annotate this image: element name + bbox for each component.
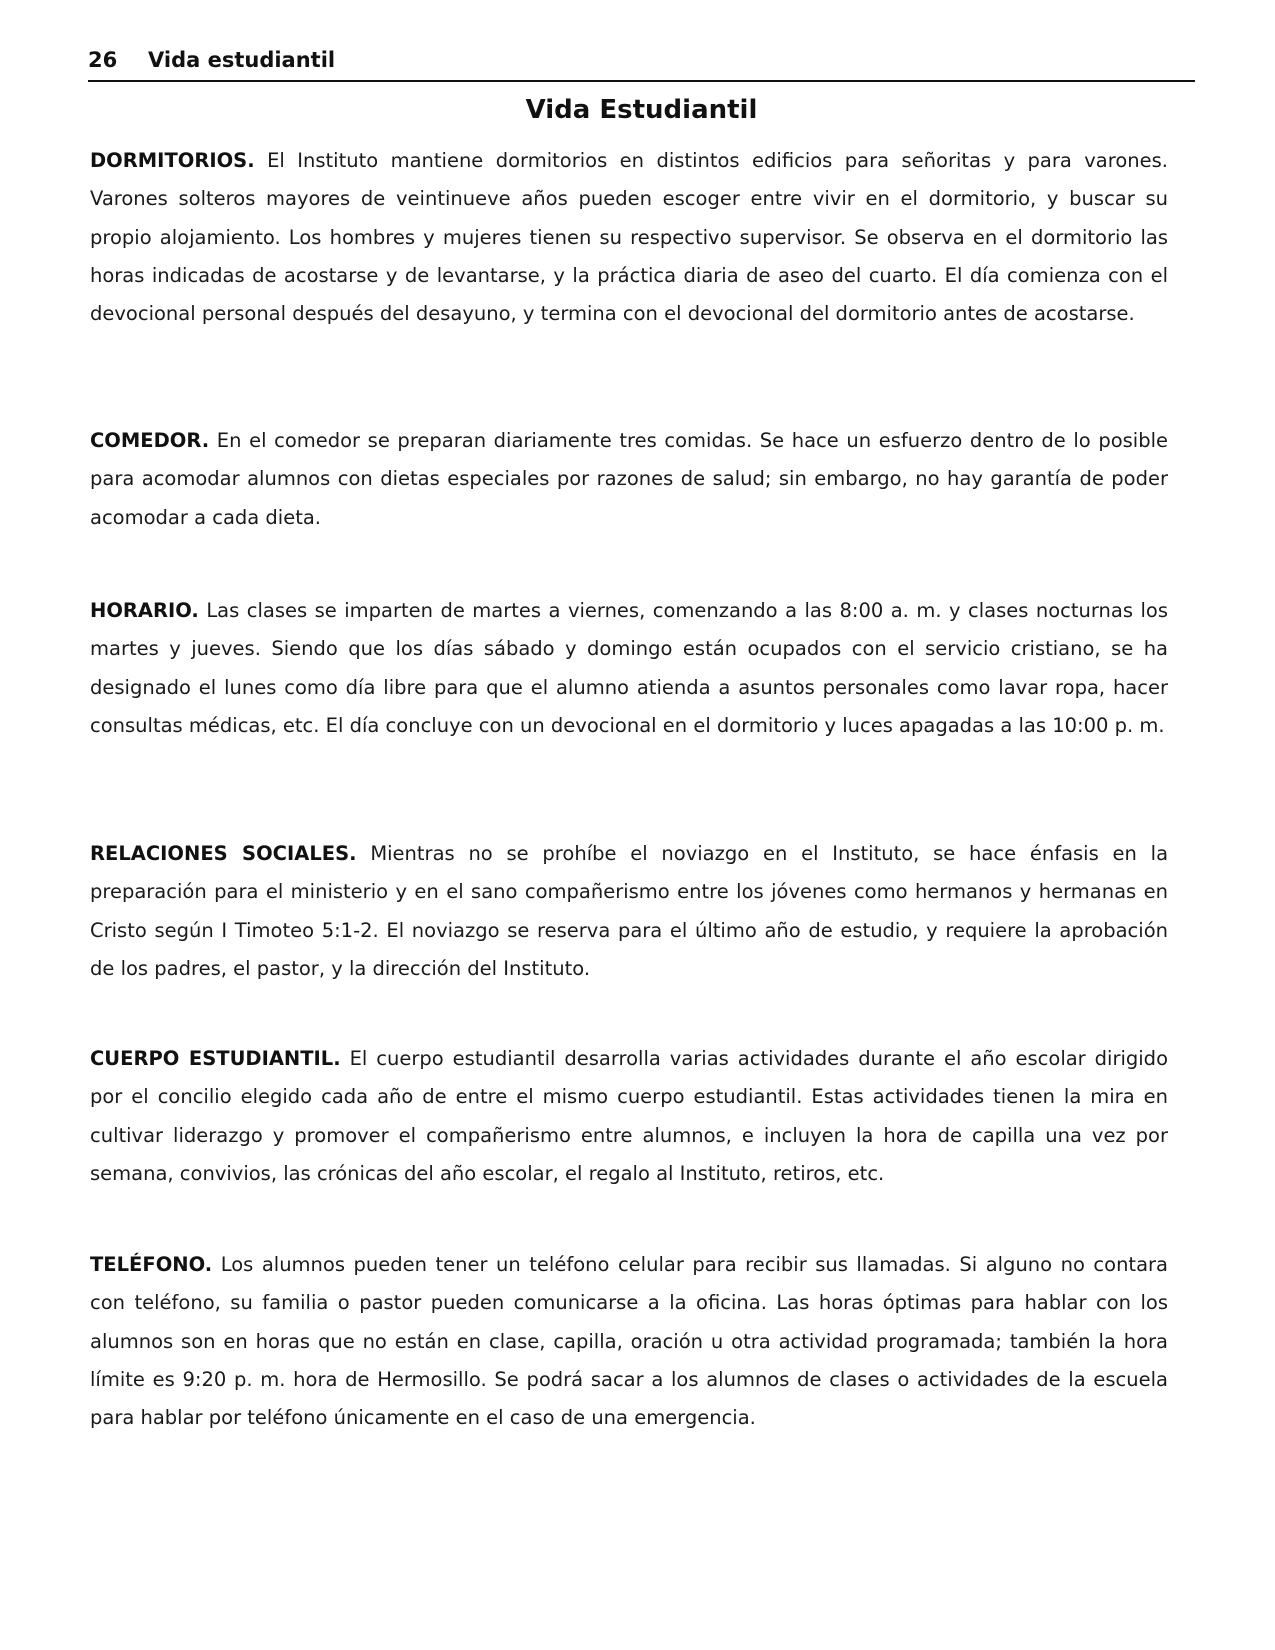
section-telefono — [90, 1246, 1168, 1437]
section-text: Mientras no se prohíbe el noviazgo en el Instituto, se hace énfasis en la preparación para el ministerio y en el sano compañerismo entre los jóvenes como hermanos y hermanas en Cristo según I Timoteo 5:1-2. El noviazgo se reserva para el último año de estudio, y requiere la aprobación de los padres, el pastor, y la dirección del Instituto. — [90, 842, 1169, 980]
section-text: El Instituto mantiene dormitorios en distintos edificios para señoritas y para varones. Varones solteros mayores de veintinueve años pueden escoger entre vivir en el dormitorio, y buscar su propio alojamiento. Los hombres y mujeres tienen su respectivo supervisor. Se observa en el dormitorio las horas indicadas de acostarse y de levantarse, y la práctica diaria de aseo del cuarto. El día comienza con el devocional personal después del desayuno, y termina con el devocional del dormitorio antes de acostarse. — [90, 149, 1168, 326]
section-label: COMEDOR. — [90, 429, 210, 452]
section-text: El cuerpo estudiantil desarrolla varias actividades durante el año escolar dirigido por el concilio elegido cada año de entre el mismo cuerpo estudiantil. Estas actividades tienen la mira en cultivar liderazgo y promover el compañerismo entre alumnos, e incluyen la hora de capilla una vez por semana, convivios, las crónicas del año escolar, el regalo al Instituto, retiros, etc. — [90, 1047, 1168, 1185]
page-header — [88, 46, 1195, 82]
section-label: TELÉFONO. — [90, 1253, 213, 1276]
section-text: Los alumnos pueden tener un teléfono celular para recibir sus llamadas. Si alguno no contara con teléfono, su familia o pastor pueden comunicarse a la oficina. Las horas óptimas para hablar con los alumnos son en horas que no están en clase, capilla, oración u otra actividad programada; también la hora límite es 9:20 p. m. hora de Hermosillo. Se podrá sacar a los alumnos de clases o actividades de la escuela para hablar por teléfono únicamente en el caso de una emergencia. — [90, 1253, 1168, 1430]
section-cuerpo-estudiantil — [90, 1040, 1168, 1193]
section-text: Las clases se imparten de martes a viernes, comenzando a las 8:00 a. m. y clases nocturnas los martes y jueves. Siendo que los días sábado y domingo están ocupados con el servicio cristiano, se ha designado el lunes como día libre para que el alumno atienda a asuntos personales como lavar ropa, hacer consultas médicas, etc. El día concluye con un devocional en el dormitorio y luces apagadas a las 10:00 p. m. — [90, 599, 1168, 737]
section-label: CUERPO ESTUDIANTIL. — [90, 1047, 341, 1070]
page-title: Vida Estudiantil — [525, 95, 758, 125]
section-horario — [90, 592, 1168, 745]
section-label: DORMITORIOS. — [90, 149, 255, 172]
section-label: RELACIONES SOCIALES. — [90, 842, 357, 865]
section-dormitorios — [90, 142, 1168, 333]
section-text: En el comedor se preparan diariamente tres comidas. Se hace un esfuerzo dentro de lo posible para acomodar alumnos con dietas especiales por razones de salud; sin embargo, no hay garantía de poder acomodar a cada dieta. — [90, 429, 1168, 529]
section-label: HORARIO. — [90, 599, 199, 622]
page-number: 26 — [88, 48, 118, 72]
section-relaciones-sociales — [90, 835, 1168, 988]
running-title: Vida estudiantil — [148, 48, 336, 72]
section-comedor — [90, 422, 1168, 537]
